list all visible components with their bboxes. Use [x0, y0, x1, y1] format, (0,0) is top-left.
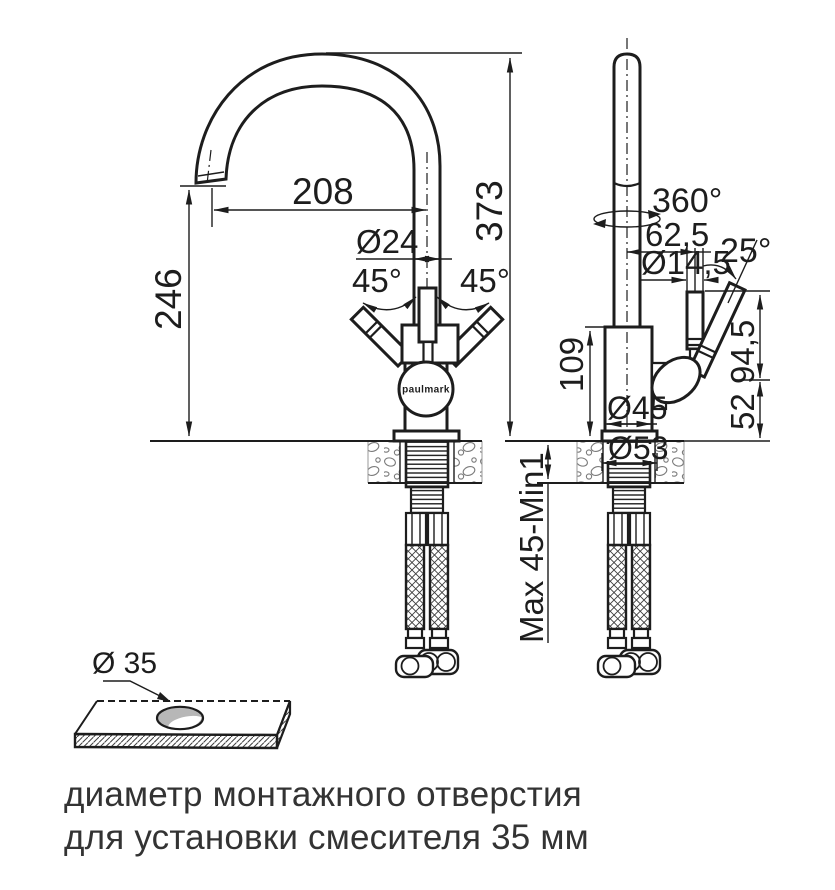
- hole-leader-arrow: [157, 692, 171, 702]
- brand-logo: paulmark: [402, 384, 450, 396]
- dim-spout-reach: 208: [292, 171, 354, 212]
- faucet-front-view: [196, 54, 503, 441]
- slab-front-face: [75, 734, 277, 748]
- cartridge-neck: [424, 342, 433, 363]
- dim-handle-top-height: 94,5: [724, 319, 761, 384]
- dim-total-height: 373: [469, 180, 510, 242]
- dim-spout-diameter: Ø24: [356, 223, 419, 260]
- escutcheon-front: [394, 431, 459, 441]
- handle-rod-vertical: [687, 292, 703, 349]
- caption: [64, 775, 589, 857]
- mounting-hole-detail: [75, 647, 290, 748]
- dim-outlet-height: 52: [724, 393, 761, 430]
- dim-base-diameter: Ø53: [608, 430, 669, 466]
- dim-handle-tilt: 25°: [720, 232, 772, 270]
- caption-line-2: для установки смесителя 35 мм: [64, 818, 589, 857]
- dim-handle-rod-diameter: Ø14,5: [641, 244, 731, 281]
- cartridge-stem: [419, 288, 436, 342]
- hole-leader-line: [103, 681, 164, 698]
- dim-spout-height: 246: [148, 268, 189, 330]
- dim-handle-offset: 62,5: [645, 216, 710, 253]
- caption-line-1: диаметр монтажного отверстия: [64, 775, 582, 814]
- dim-swivel: 360°: [652, 182, 723, 220]
- dim-counter-thickness: Max 45-Min1: [513, 452, 550, 643]
- dim-hole-diameter: Ø 35: [92, 647, 158, 680]
- front-view-dimensions: [148, 53, 522, 436]
- hose-front-view: [396, 441, 458, 677]
- dim-body-diameter: Ø45: [607, 390, 668, 426]
- dim-handle-angle-left: 45°: [352, 262, 402, 299]
- dim-handle-angle-right: 45°: [460, 262, 510, 299]
- hose-side-view: [598, 441, 660, 677]
- dim-body-height: 109: [553, 336, 590, 392]
